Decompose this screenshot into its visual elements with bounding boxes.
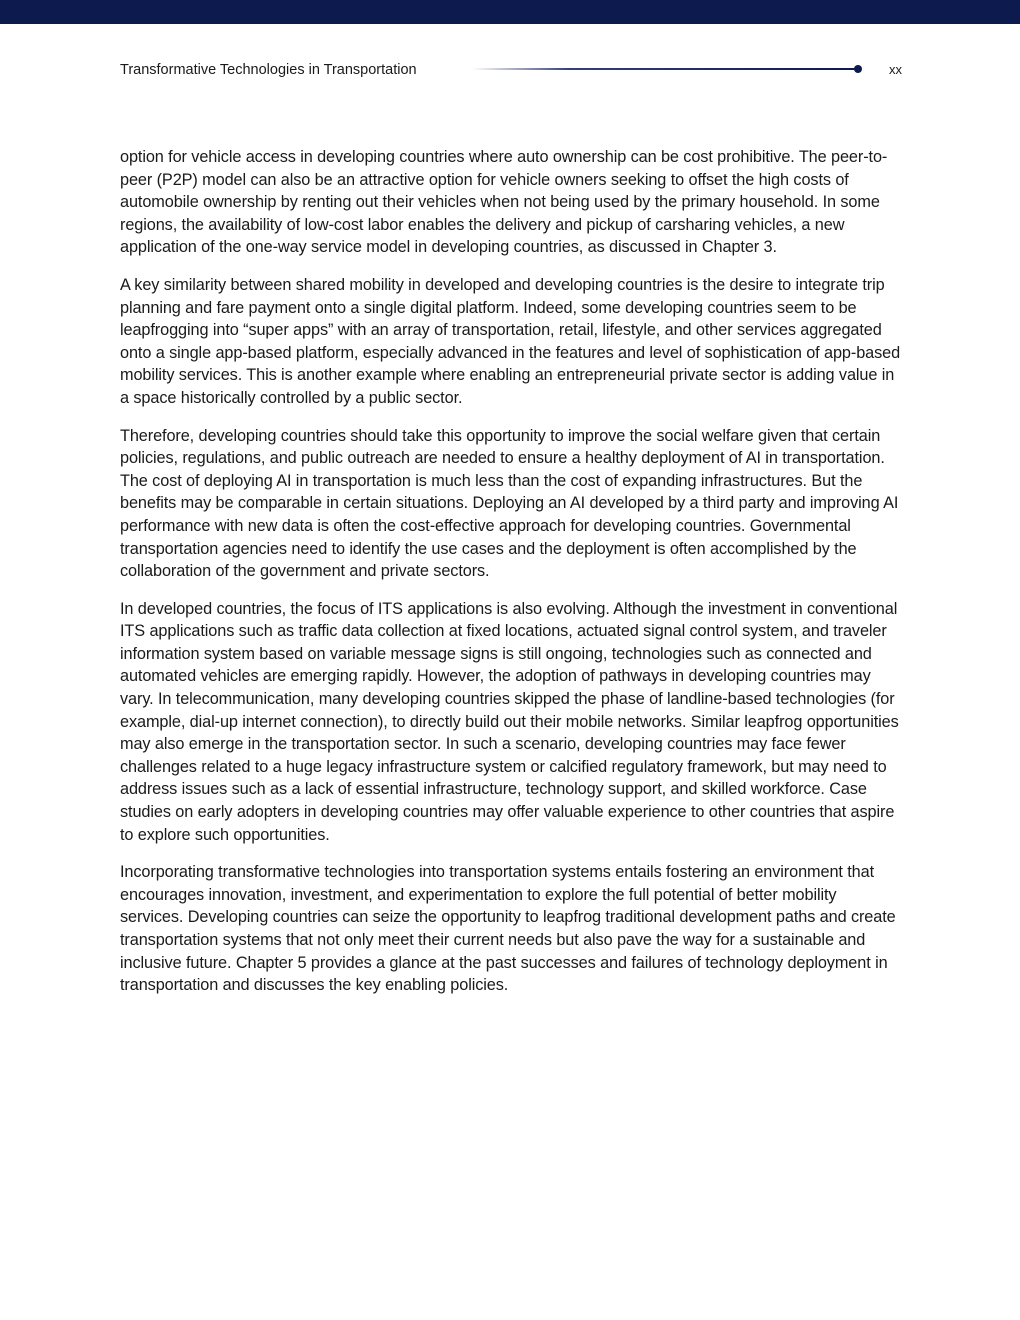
top-color-band xyxy=(0,0,1020,24)
header-divider-dot xyxy=(854,65,862,73)
running-header xyxy=(120,60,902,80)
running-header-title: Transformative Technologies in Transportation xyxy=(120,62,417,78)
paragraph: A key similarity between shared mobility in developed and developing countries is the desire to integrate trip planning and fare payment onto a single digital platform. Indeed, some developing countries seem to be leapfrogging into “super apps” with an array of transportation, retail, lifestyle, and other services aggregated onto a single app-based platform, especially advanced in the features and level of sophistication of app-based mobility services. This is another example where enabling an entrepreneurial private sector is adding value in a space historically controlled by a public sector. xyxy=(120,275,901,407)
header-divider-line xyxy=(472,68,858,70)
paragraph: option for vehicle access in developing countries where auto ownership can be cost prohibitive. The peer-to-peer (P2P) model can also be an attractive option for vehicle owners seeking to offset the high costs of automobile ownership by renting out their vehicles when not being used by the primary household. In some regions, the availability of low-cost labor enables the delivery and pickup of carsharing vehicles, a new application of the one-way service model in developing countries, as discussed in Chapter 3. xyxy=(120,148,888,257)
paragraph: Incorporating transformative technologies into transportation systems entails fostering an environment that encourages innovation, investment, and experimentation to explore the full potential of better mobility services. Developing countries can seize the opportunity to leapfrog traditional development paths and create transportation systems that not only meet their current needs but also pave the way for a sustainable and inclusive future. Chapter 5 provides a glance at the past successes and failures of technology deployment in transportation and discusses the key enabling policies. xyxy=(120,863,896,995)
body-text xyxy=(120,146,904,1012)
paragraph: In developed countries, the focus of ITS applications is also evolving. Although the investment in conventional ITS applications such as traffic data collection at fixed locations, actuated signal control system, and traveler information system based on variable message signs is still ongoing, technologies such as connected and automated vehicles are emerging rapidly. However, the adoption of pathways in developing countries may vary. In telecommunication, many developing countries skipped the phase of landline-based technologies (for example, dial-up internet connection), to directly build out their mobile networks. Similar leapfrog opportunities may also emerge in the transportation sector. In such a scenario, developing countries may face fewer challenges related to a huge legacy infrastructure system or calcified regulatory framework, but may need to address issues such as a lack of essential infrastructure, technology support, and skilled workforce. Case studies on early adopters in developing countries may offer valuable experience to other countries that aspire to explore such opportunities. xyxy=(120,599,899,844)
page-number: xx xyxy=(889,62,902,77)
paragraph: Therefore, developing countries should take this opportunity to improve the social welfare given that certain policies, regulations, and public outreach are needed to ensure a healthy deployment of AI in transportation. The cost of deploying AI in transportation is much less than the cost of expanding infrastructures. But the benefits may be comparable in certain situations. Deploying an AI developed by a third party and improving AI performance with new data is often the cost-effective approach for developing countries. Governmental transportation agencies need to identify the use cases and the deployment is often accomplished by the collaboration of the government and private sectors. xyxy=(120,426,899,581)
